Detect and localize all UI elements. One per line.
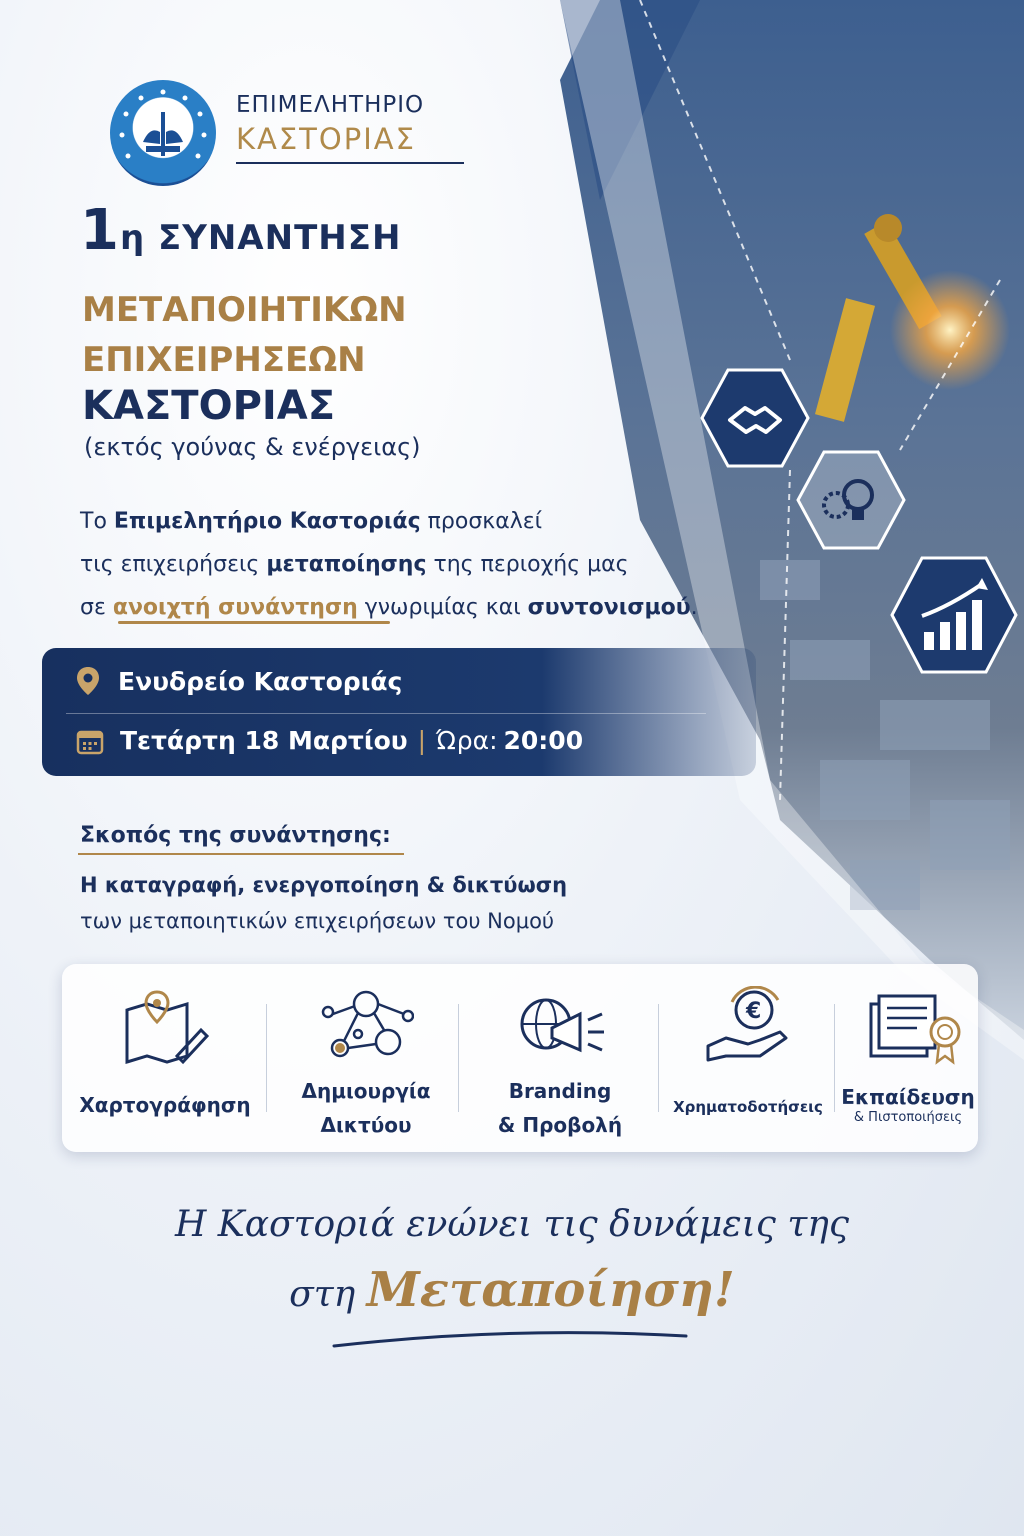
logo-line2: ΚΑΣΤΟΡΙΑΣ xyxy=(236,122,416,156)
banner-divider xyxy=(66,713,706,714)
slogan-line2: στη Μεταποίηση! xyxy=(289,1262,735,1318)
feature-mapping xyxy=(70,964,260,1152)
feature-training-label: Εκπαίδευση xyxy=(841,1085,975,1109)
euro-hand-icon xyxy=(700,986,796,1066)
purpose-underline xyxy=(78,853,404,855)
intro-text: Το Επιμελητήριο Καστοριάς προσκαλεί τις επιχειρήσεις μεταποίησης της περιοχής μας σε ανοιχτή συνάντηση γνωριμίας και συντονισμού. xyxy=(80,509,698,620)
calendar-icon xyxy=(76,727,104,755)
title-subject xyxy=(82,285,407,385)
location-pin-icon xyxy=(76,666,100,696)
event-banner xyxy=(42,648,756,776)
feature-training xyxy=(838,964,978,1152)
intro-underline xyxy=(118,621,390,624)
title-number: 1 xyxy=(80,198,120,263)
feature-training-sublabel: & Πιστοποιήσεις xyxy=(853,1110,963,1125)
title-line2: ΜΕΤΑΠΟΙΗΤΙΚΩΝ xyxy=(82,290,407,330)
intro-open-meeting: ανοιχτή συνάντηση xyxy=(112,595,358,620)
feature-divider xyxy=(658,1004,659,1112)
feature-divider xyxy=(266,1004,267,1112)
logo-divider xyxy=(236,162,464,164)
purpose-line2: των μεταποιητικών επιχειρήσεων του Νομού xyxy=(80,909,555,933)
feature-funding xyxy=(662,964,834,1152)
event-date: Τετάρτη 18 Μαρτίου xyxy=(120,726,408,755)
event-datetime-row: Τετάρτη 18 Μαρτίου | Ώρα: 20:00 xyxy=(76,726,583,755)
intro-coordination: συντονισμού xyxy=(527,595,691,620)
map-pin-icon xyxy=(117,986,213,1066)
logo-line1: ΕΠΙΜΕΛΗΤΗΡΙΟ xyxy=(236,92,425,118)
title-line4: ΚΑΣΤΟΡΙΑΣ xyxy=(82,383,336,429)
event-time: 20:00 xyxy=(503,726,584,755)
feature-network-label: Δημιουργία Δικτύου xyxy=(301,1079,431,1137)
page-title xyxy=(80,198,401,263)
title-suffix: η ΣΥΝΑΝΤΗΣΗ xyxy=(119,218,402,258)
feature-branding-label: Branding & Προβολή xyxy=(497,1079,623,1137)
feature-funding-label: Χρηματοδοτήσεις xyxy=(673,1098,823,1116)
chamber-logo-emblem xyxy=(110,80,216,186)
svg-text:€: € xyxy=(746,999,762,1024)
event-location-row xyxy=(76,666,402,696)
handshake-hex-icon xyxy=(700,368,810,468)
slogan-underline-swoosh xyxy=(330,1322,690,1352)
feature-mapping-label: Χαρτογράφηση xyxy=(79,1093,251,1117)
title-line3: ΕΠΙΧΕΙΡΗΣΕΩΝ xyxy=(82,340,366,380)
title-subtitle: (εκτός γούνας & ενέργειας) xyxy=(84,433,421,461)
certificate-icon xyxy=(853,986,963,1066)
event-location: Ενυδρείο Καστοριάς xyxy=(118,666,403,696)
slogan-line1: Η Καστοριά ενώνει τις δυνάμεις της xyxy=(174,1204,850,1245)
lightbulb-gear-hex-icon xyxy=(796,450,906,550)
feature-branding xyxy=(462,964,658,1152)
slogan-highlight: Μεταποίηση! xyxy=(366,1262,735,1318)
network-icon xyxy=(318,986,414,1066)
feature-divider xyxy=(458,1004,459,1112)
features-panel xyxy=(62,964,978,1152)
growth-chart-hex-icon xyxy=(890,556,1018,674)
purpose-line1: Η καταγραφή, ενεργοποίηση & δικτύωση xyxy=(80,873,568,897)
intro-chamber-name: Επιμελητήριο Καστοριάς xyxy=(113,509,421,534)
intro-manufacturing: μεταποίησης xyxy=(266,552,427,577)
feature-divider xyxy=(834,1004,835,1112)
feature-network xyxy=(274,964,458,1152)
event-time-label: Ώρα: xyxy=(436,726,498,755)
megaphone-globe-icon xyxy=(510,986,610,1066)
purpose-heading: Σκοπός της συνάντησης: xyxy=(80,823,391,848)
